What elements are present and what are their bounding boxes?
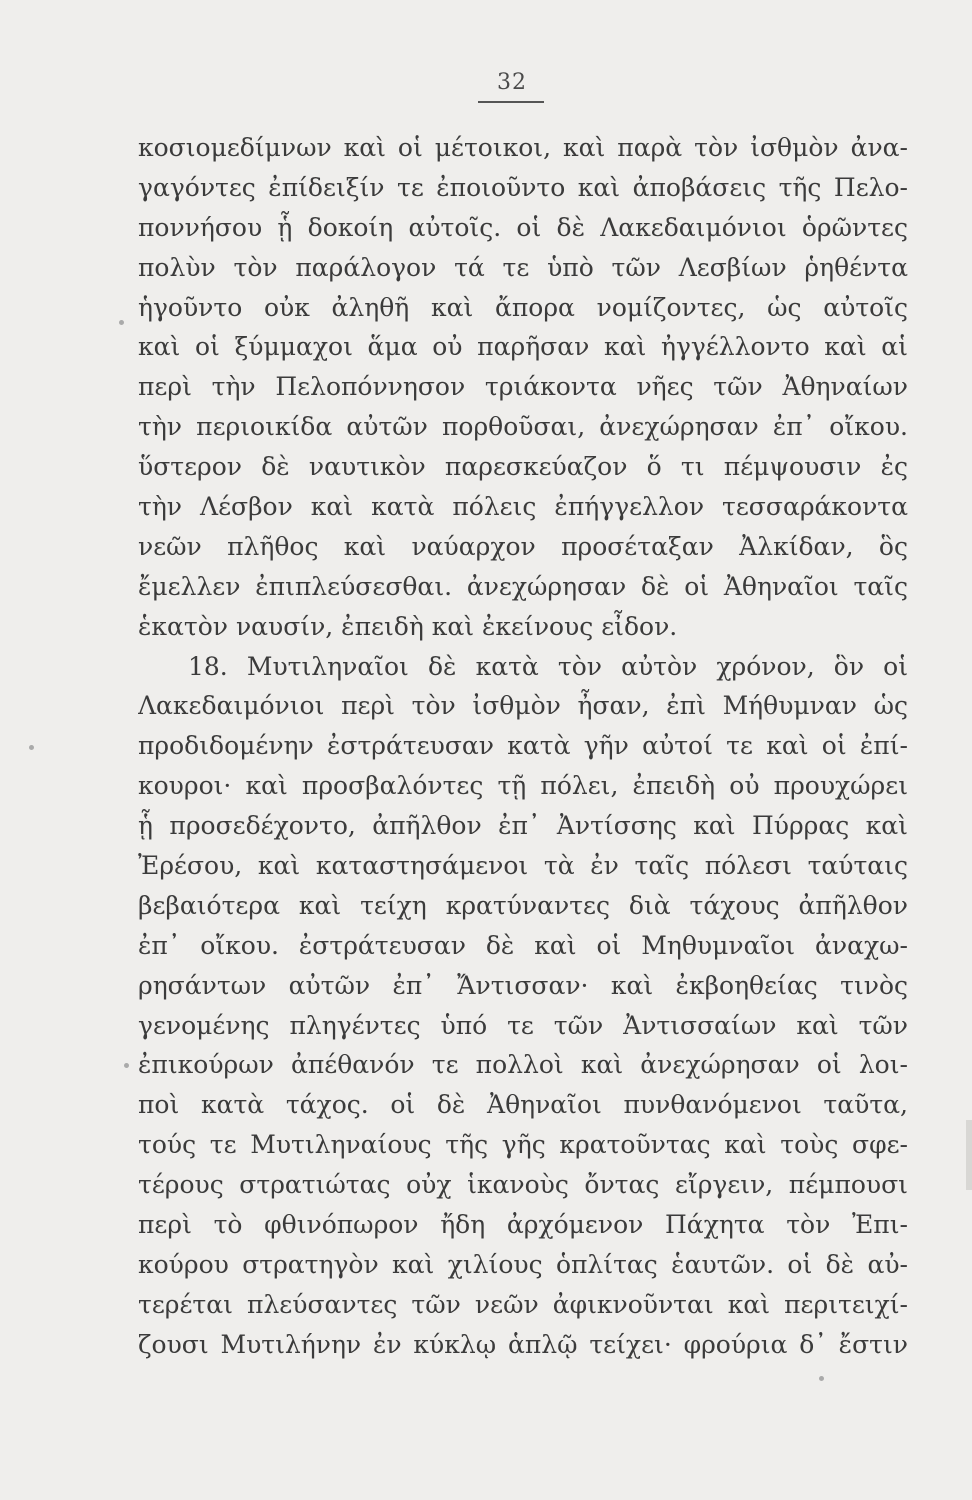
text-line: τούς τε Μυτιληναίους τῆς γῆς κρατοῦντας καὶ τοὺς σφε- bbox=[138, 1130, 908, 1160]
text-line: ἑκατὸν ναυσίν, ἐπειδὴ καὶ ἐκείνους εἶδον. bbox=[138, 611, 678, 641]
text-line: τὴν περιοικίδα αὐτῶν πορθοῦσαι, ἀνεχώρησαν ἐπ᾽ οἴκου. bbox=[138, 412, 908, 442]
text-line: κούρου στρατηγὸν καὶ χιλίους ὁπλίτας ἑαυτῶν. οἱ δὲ αὐ- bbox=[138, 1249, 908, 1279]
text-line: ἐπ᾽ οἴκου. ἐστράτευσαν δὲ καὶ οἱ Μηθυμναῖοι ἀναχω- bbox=[138, 930, 908, 960]
text-line: Ἐρέσου, καὶ καταστησάμενοι τὰ ἐν ταῖς πόλεσι ταύταις bbox=[138, 851, 908, 881]
text-line: περὶ τὸ φθινόπωρον ἤδη ἀρχόμενον Πάχητα τὸν Ἐπι- bbox=[138, 1210, 908, 1240]
text-line: ποννήσου ᾗ δοκοίη αὐτοῖς. οἱ δὲ Λακεδαιμόνιοι ὁρῶντες bbox=[138, 212, 908, 242]
page-number-rule bbox=[478, 101, 544, 103]
body-text bbox=[138, 128, 908, 1365]
margin-speck bbox=[29, 745, 34, 750]
text-line: βεβαιότερα καὶ τείχη κρατύναντες διὰ τάχους ἀπῆλθον bbox=[138, 890, 908, 920]
page-number: 32 bbox=[497, 70, 527, 95]
text-line: ζουσι Μυτιλήνην ἐν κύκλῳ ἁπλῷ τείχει· φρούρια δ᾽ ἔστιν bbox=[138, 1329, 908, 1359]
text-line: Λακεδαιμόνιοι περὶ τὸν ἰσθμὸν ἦσαν, ἐπὶ Μήθυμναν ὡς bbox=[138, 691, 908, 721]
text-line: ἐπικούρων ἀπέθανόν τε πολλοὶ καὶ ἀνεχώρησαν οἱ λοι- bbox=[138, 1050, 908, 1080]
text-line: γαγόντες ἐπίδειξίν τε ἐποιοῦντο καὶ ἀποβάσεις τῆς Πελο- bbox=[138, 172, 908, 202]
text-line: τέρους στρατιώτας οὐχ ἱκανοὺς ὄντας εἴργειν, πέμπουσι bbox=[138, 1170, 908, 1200]
text-line: ᾗ προσεδέχοντο, ἀπῆλθον ἐπ᾽ Ἀντίσσης καὶ Πύρρας καὶ bbox=[138, 811, 908, 841]
text-line: προδιδομένην ἐστράτευσαν κατὰ γῆν αὐτοί τε καὶ οἱ ἐπί- bbox=[138, 731, 908, 761]
text-line: ἡγοῦντο οὐκ ἀληθῆ καὶ ἄπορα νομίζοντες, ὡς αὐτοῖς bbox=[138, 292, 908, 322]
text-line: ποὶ κατὰ τάχος. οἱ δὲ Ἀθηναῖοι πυνθανόμενοι ταῦτα, bbox=[138, 1090, 908, 1120]
text-line: ἔμελλεν ἐπιπλεύσεσθαι. ἀνεχώρησαν δὲ οἱ Ἀθηναῖοι ταῖς bbox=[138, 571, 908, 601]
margin-speck bbox=[119, 320, 124, 325]
text-line: κοσιομεδίμνων καὶ οἱ μέτοικοι, καὶ παρὰ τὸν ἰσθμὸν ἀνα- bbox=[138, 133, 908, 162]
text-line: γενομένης πληγέντες ὑπό τε τῶν Ἀντισσαίων καὶ τῶν bbox=[138, 1010, 908, 1040]
text-line: τὴν Λέσβον καὶ κατὰ πόλεις ἐπήγγελλον τεσσαράκοντα bbox=[138, 492, 908, 522]
margin-speck bbox=[819, 1376, 824, 1381]
text-line: πολὺν τὸν παράλογον τά τε ὑπὸ τῶν Λεσβίων ῥηθέντα bbox=[138, 252, 908, 282]
margin-speck bbox=[124, 1063, 129, 1068]
page-edge-shadow bbox=[966, 1120, 972, 1190]
text-line: τερέται πλεύσαντες τῶν νεῶν ἀφικνοῦνται καὶ περιτειχί- bbox=[138, 1289, 908, 1319]
text-line: ὕστερον δὲ ναυτικὸν παρεσκεύαζον ὅ τι πέμψουσιν ἐς bbox=[138, 452, 908, 482]
text-line: κουροι· καὶ προσβαλόντες τῇ πόλει, ἐπειδὴ οὐ προυχώρει bbox=[138, 771, 908, 801]
text-line: καὶ οἱ ξύμμαχοι ἅμα οὐ παρῆσαν καὶ ἠγγέλλοντο καὶ αἱ bbox=[138, 332, 908, 362]
section-heading-line: 18. Μυτιληναῖοι δὲ κατὰ τὸν αὐτὸν χρόνον, ὃν οἱ bbox=[188, 651, 908, 681]
text-line: περὶ τὴν Πελοπόννησον τριάκοντα νῆες τῶν Ἀθηναίων bbox=[138, 372, 908, 402]
text-line: ρησάντων αὐτῶν ἐπ᾽ Ἄντισσαν· καὶ ἐκβοηθείας τινὸς bbox=[138, 970, 908, 1000]
text-line: νεῶν πλῆθος καὶ ναύαρχον προσέταξαν Ἀλκίδαν, ὃς bbox=[138, 531, 908, 561]
